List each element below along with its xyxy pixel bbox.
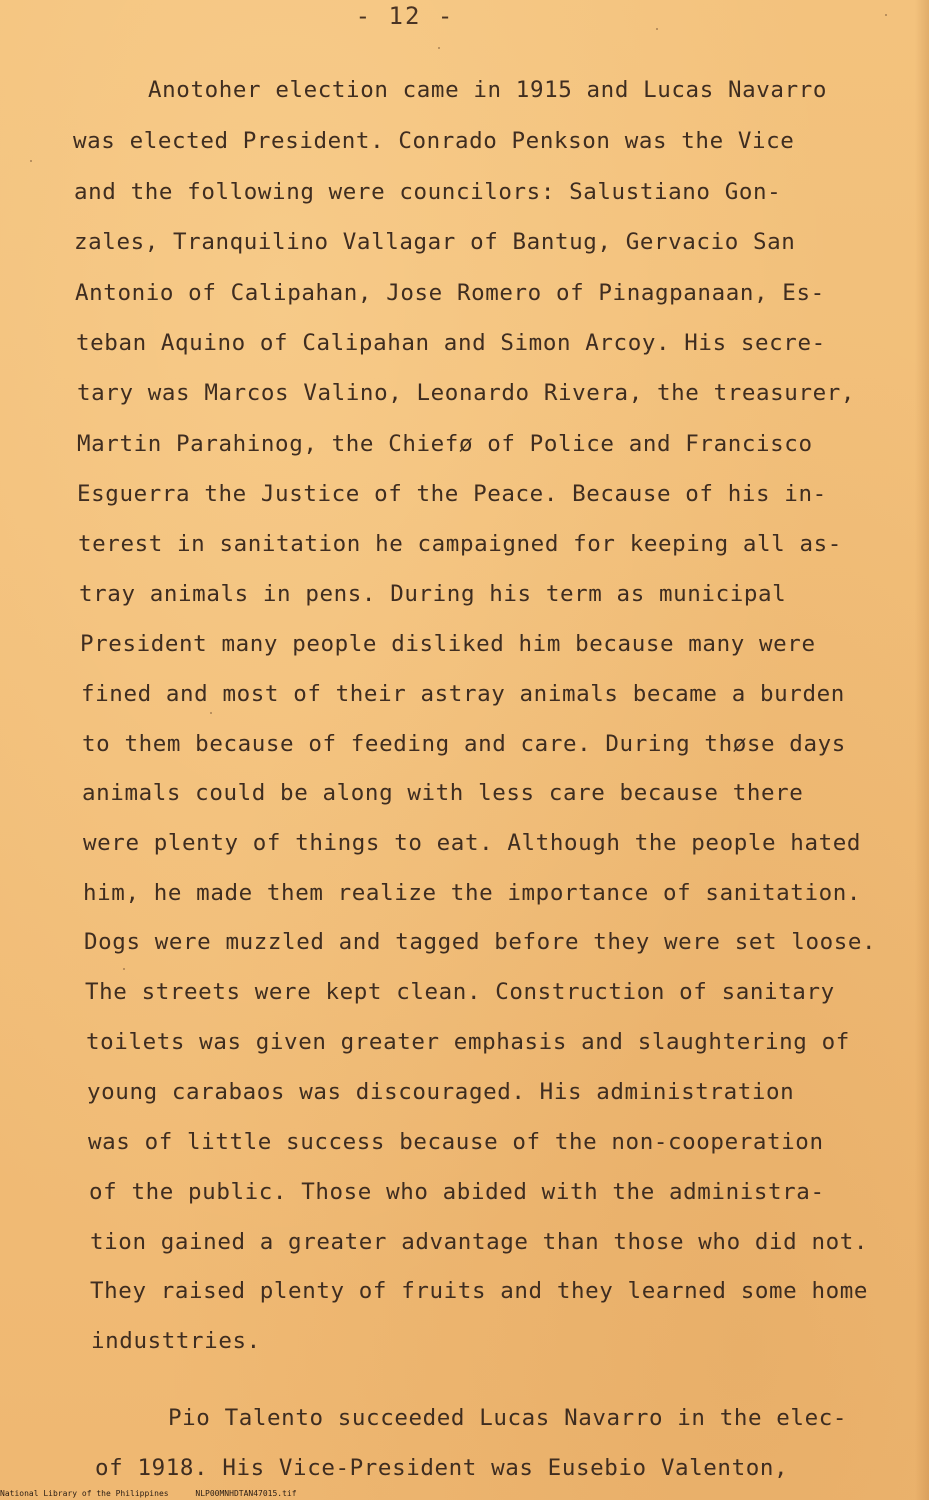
scan-footer bbox=[0, 1489, 319, 1498]
text-line: and the following were councilors: Salustiano Gon- bbox=[74, 179, 782, 205]
text-line: was of little success because of the non-cooperation bbox=[88, 1129, 824, 1155]
text-line: tray animals in pens. During his term as municipal bbox=[79, 581, 787, 607]
text-line: tary was Marcos Valino, Leonardo Rivera, the treasurer, bbox=[77, 380, 856, 406]
text-line: industtries. bbox=[91, 1328, 261, 1354]
text-line: toilets was given greater emphasis and slaughtering of bbox=[86, 1029, 850, 1055]
paper-speck bbox=[656, 28, 658, 30]
text-line: to them because of feeding and care. During thøse days bbox=[82, 731, 846, 757]
text-line: Dogs were muzzled and tagged before they were set loose. bbox=[84, 929, 877, 955]
text-line: Martin Parahinog, the Chiefø of Police and Francisco bbox=[77, 431, 813, 457]
paper-speck bbox=[210, 712, 212, 714]
text-line: Antonio of Calipahan, Jose Romero of Pinagpanaan, Es- bbox=[75, 280, 825, 306]
paper-speck bbox=[123, 968, 125, 970]
text-line: of 1918. His Vice-President was Eusebio Valenton, bbox=[95, 1455, 789, 1481]
text-line: Esguerra the Justice of the Peace. Because of his in- bbox=[77, 481, 827, 507]
text-line: fined and most of their astray animals became a burden bbox=[81, 681, 845, 707]
text-line: terest in sanitation he campaigned for keeping all as- bbox=[78, 531, 842, 557]
paper-speck bbox=[30, 160, 32, 162]
page-number: - 12 - bbox=[355, 2, 455, 30]
text-line: animals could be along with less care because there bbox=[82, 780, 804, 806]
paper-speck bbox=[885, 14, 887, 16]
text-line: zales, Tranquilino Vallagar of Bantug, Gervacio San bbox=[74, 229, 796, 255]
paper-speck bbox=[438, 47, 440, 49]
text-line: of the public. Those who abided with the administra- bbox=[89, 1179, 825, 1205]
text-line: was elected President. Conrado Penkson was the Vice bbox=[73, 128, 795, 154]
page-edge-shadow bbox=[915, 0, 929, 1500]
text-line: were plenty of things to eat. Although the people hated bbox=[83, 830, 862, 856]
text-line: The streets were kept clean. Construction of sanitary bbox=[85, 979, 835, 1005]
text-line: teban Aquino of Calipahan and Simon Arcoy. His secre- bbox=[76, 330, 826, 356]
text-line: President many people disliked him because many were bbox=[80, 631, 816, 657]
text-line: Anotoher election came in 1915 and Lucas Navarro bbox=[148, 77, 828, 103]
text-line: young carabaos was discouraged. His administration bbox=[87, 1079, 795, 1105]
file-id: NLP00MNHDTAN47015.tif bbox=[195, 1489, 297, 1498]
text-line: tion gained a greater advantage than those who did not. bbox=[90, 1229, 869, 1255]
library-credit: National Library of the Philippines bbox=[0, 1489, 169, 1498]
text-line: him, he made them realize the importance of sanitation. bbox=[83, 880, 862, 906]
text-line: They raised plenty of fruits and they learned some home bbox=[90, 1278, 869, 1304]
text-line: Pio Talento succeeded Lucas Navarro in the elec- bbox=[168, 1405, 848, 1431]
